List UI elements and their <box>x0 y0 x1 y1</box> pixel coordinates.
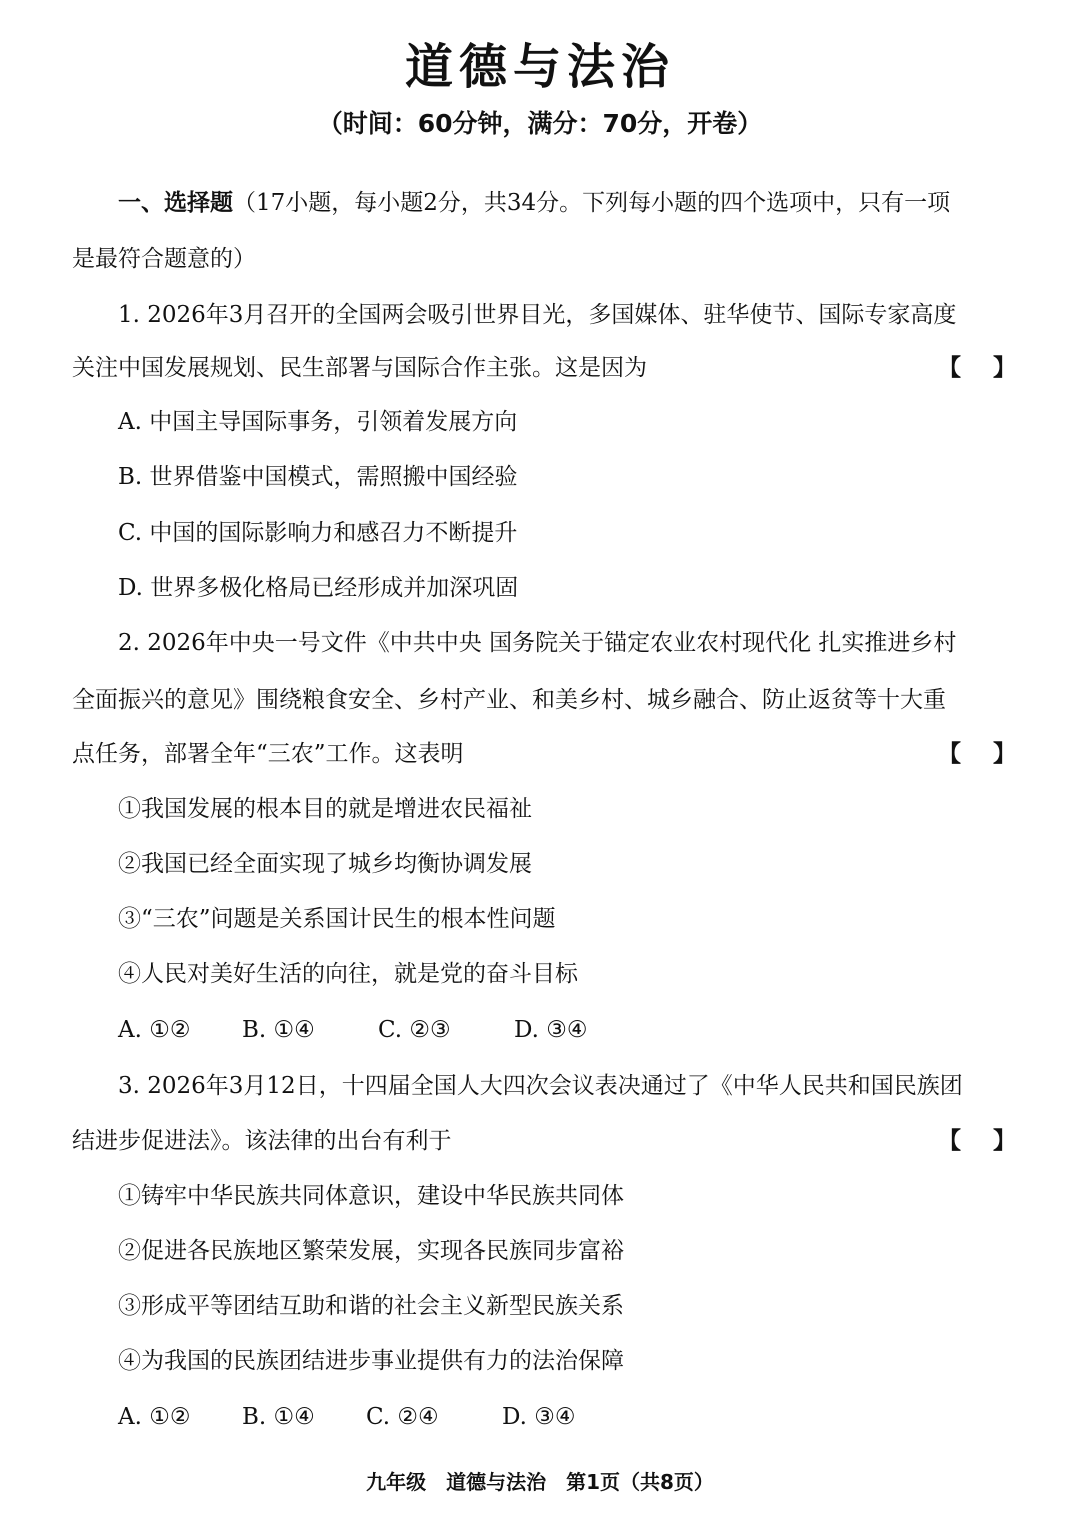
question-3-choices <box>118 1406 575 1429</box>
question-1-option-c: C. 中国的国际影响力和感召力不断提升 <box>118 520 518 546</box>
footer-grade: 九年级 <box>366 1470 427 1494</box>
question-2-choices <box>118 1019 587 1042</box>
question-1-option-a: A. 中国主导国际事务，引领着发展方向 <box>118 409 518 435</box>
footer-subject: 道德与法治 <box>446 1470 547 1494</box>
question-2-choice-d: D. ③④ <box>514 1017 588 1043</box>
question-1-stem-line-1: 1. 2026年3月召开的全国两会吸引世界目光，多国媒体、驻华使节、国际专家高度 <box>118 302 957 328</box>
question-3-statement-3: ③形成平等团结互助和谐的社会主义新型民族关系 <box>118 1293 624 1319</box>
section-heading-line <box>118 192 950 215</box>
question-1-stem-line-2: 关注中国发展规划、民生部署与国际合作主张。这是因为 <box>72 355 647 381</box>
question-2-statement-1: ①我国发展的根本目的就是增进农民福祉 <box>118 796 532 822</box>
page-footer <box>0 1466 1080 1495</box>
question-3-choice-b: B. ①④ <box>242 1404 315 1430</box>
question-2-statement-2: ②我国已经全面实现了城乡均衡协调发展 <box>118 851 532 877</box>
question-2-choice-b: B. ①④ <box>242 1017 315 1043</box>
section-instructions-cont: 是最符合题意的） <box>72 246 256 272</box>
question-3-choice-c: C. ②④ <box>366 1404 439 1430</box>
exam-info: （时间：60分钟，满分：70分，开卷） <box>317 109 763 138</box>
question-1-option-b: B. 世界借鉴中国模式，需照搬中国经验 <box>118 464 518 490</box>
question-1-answer-bracket: 【 】 <box>938 355 1017 381</box>
section-heading: 一、选择题 <box>118 190 233 216</box>
question-2-answer-bracket: 【 】 <box>938 741 1017 767</box>
question-3-statement-2: ②促进各民族地区繁荣发展，实现各民族同步富裕 <box>118 1238 624 1264</box>
footer-page-number: 第1页（共8页） <box>566 1470 714 1494</box>
question-2-choice-a: A. ①② <box>118 1017 191 1043</box>
question-3-stem-line-1: 3. 2026年3月12日，十四届全国人大四次会议表决通过了《中华人民共和国民族团 <box>118 1073 963 1099</box>
question-2-stem-line-2: 全面振兴的意见》围绕粮食安全、乡村产业、和美乡村、城乡融合、防止返贫等十大重 <box>72 687 946 713</box>
question-3-choice-d: D. ③④ <box>502 1404 576 1430</box>
question-3-statement-4: ④为我国的民族团结进步事业提供有力的法治保障 <box>118 1348 624 1374</box>
question-2-statement-4: ④人民对美好生活的向往，就是党的奋斗目标 <box>118 961 578 987</box>
question-2-statement-3: ③“三农”问题是关系国计民生的根本性问题 <box>118 906 556 932</box>
question-3-answer-bracket: 【 】 <box>938 1128 1017 1154</box>
question-2-choice-c: C. ②③ <box>378 1017 451 1043</box>
question-3-statement-1: ①铸牢中华民族共同体意识，建设中华民族共同体 <box>118 1183 624 1209</box>
question-3-stem-line-2: 结进步促进法》。该法律的出台有利于 <box>72 1128 452 1154</box>
question-3-choice-a: A. ①② <box>118 1404 191 1430</box>
question-1-option-d: D. 世界多极化格局已经形成并加深巩固 <box>118 575 519 601</box>
section-instructions: （17小题，每小题2分，共34分。下列每小题的四个选项中，只有一项 <box>233 190 951 216</box>
question-2-stem-line-3: 点任务，部署全年“三农”工作。这表明 <box>72 741 464 767</box>
question-2-stem-line-1: 2. 2026年中央一号文件《中共中央 国务院关于锚定农业农村现代化 扎实推进乡村 <box>118 630 957 656</box>
page-title: 道德与法治 <box>404 39 675 95</box>
